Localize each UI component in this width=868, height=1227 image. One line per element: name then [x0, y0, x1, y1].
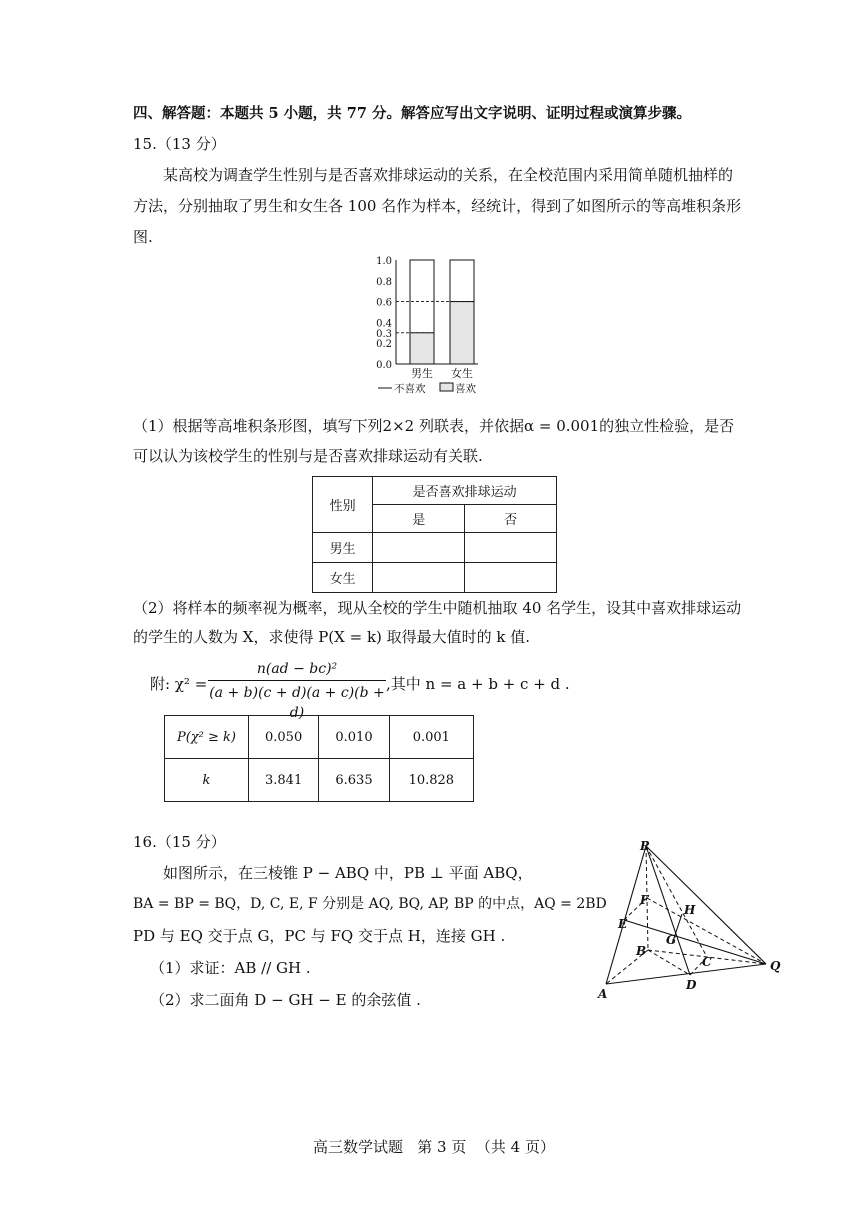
label-e: E — [618, 917, 628, 931]
q15-part2-line1: （2）将样本的频率视为概率，现从全校的学生中随机抽取 40 名学生，设其中喜欢排球运动 — [133, 599, 742, 617]
formula-suffix: ,其中 n = a + b + c + d . — [386, 675, 570, 693]
label-c: C — [702, 955, 712, 969]
formula-prefix: 附: χ² = — [150, 675, 208, 693]
like-header: 是否喜欢排球运动 — [373, 477, 557, 505]
k-value-3: 10.828 — [389, 759, 473, 802]
p-value-1: 0.050 — [248, 716, 318, 759]
label-f: F — [640, 893, 649, 907]
x-tick-label: 男生 — [411, 367, 433, 380]
edge-pc — [646, 846, 707, 957]
label-p: P — [640, 839, 650, 853]
bar-like-1 — [450, 302, 474, 364]
y-tick-label: 1.0 — [376, 256, 392, 267]
q15-intro-line2: 方法，分别抽取了男生和女生各 100 名作为样本，经统计，得到了如图所示的等高堆积条形 — [133, 197, 742, 215]
y-tick-label: 0.2 — [376, 339, 392, 351]
male-yes-cell[interactable] — [373, 533, 465, 563]
q16-line1: 如图所示，在三棱锥 P − ABQ 中，PB ⊥ 平面 ABQ， — [163, 864, 533, 882]
label-g: G — [666, 933, 677, 947]
y-tick-label: 0.8 — [376, 276, 392, 288]
q15-part2-line2: 的学生的人数为 X，求使得 P(X = k) 取得最大值时的 k 值. — [133, 628, 531, 646]
label-b: B — [636, 944, 647, 958]
y-tick-label: 0.0 — [376, 360, 392, 371]
q16-part2: （2）求二面角 D − GH − E 的余弦值 . — [150, 991, 421, 1009]
edge-pq — [646, 846, 766, 964]
x-tick-label: 女生 — [451, 367, 473, 380]
label-q: Q — [770, 959, 781, 973]
stacked-bar-chart — [360, 252, 500, 402]
male-row-label: 男生 — [313, 533, 373, 563]
y-tick-label: 0.6 — [376, 297, 392, 309]
page-footer: 高三数学试题 第 3 页 （共 4 页） — [312, 1138, 555, 1156]
p-row-label: P(χ² ≥ k) — [165, 716, 249, 759]
legend-like-swatch — [440, 383, 453, 391]
label-d: D — [686, 978, 697, 992]
q16-line3: PD 与 EQ 交于点 G，PC 与 FQ 交于点 H，连接 GH . — [133, 927, 506, 945]
pyramid-figure — [592, 832, 792, 1007]
formula-numerator: n(ad − bc)² — [208, 660, 386, 681]
y-tick-label: 0.3 — [376, 328, 392, 340]
y-tick-label: 0.4 — [376, 318, 392, 330]
q15-intro-line3: 图. — [133, 228, 153, 246]
legend-dislike-label: 不喜欢 — [394, 383, 426, 395]
q16-part1: （1）求证：AB // GH . — [150, 959, 311, 977]
k-value-1: 3.841 — [248, 759, 318, 802]
p-value-2: 0.010 — [319, 716, 389, 759]
label-a: A — [598, 987, 608, 1001]
label-h: H — [684, 903, 696, 917]
q15-part1-line1: （1）根据等高堆积条形图，填写下列2×2 列联表，并依据α = 0.001的独立性检验，是否 — [133, 417, 735, 435]
edge-pa — [606, 846, 646, 984]
k-row-label: k — [165, 759, 249, 802]
formula-denominator: (a + b)(c + d)(a + c)(b + d) — [209, 685, 385, 721]
k-value-2: 6.635 — [319, 759, 389, 802]
gender-header: 性别 — [313, 477, 373, 533]
female-yes-cell[interactable] — [373, 563, 465, 593]
yes-header: 是 — [373, 505, 465, 533]
q15-part1-line2: 可以认为该校学生的性别与是否喜欢排球运动有关联. — [133, 447, 483, 465]
bar-like-0 — [410, 333, 434, 364]
critical-value-table — [164, 715, 474, 802]
female-row-label: 女生 — [313, 563, 373, 593]
q15-number: 15.（13 分） — [133, 135, 226, 153]
q16-number: 16.（15 分） — [133, 833, 226, 851]
q16-line2: BA = BP = BQ，D, C, E, F 分别是 AQ, BQ, AP, BP 的中点，AQ = 2BD — [133, 896, 607, 912]
male-no-cell[interactable] — [465, 533, 557, 563]
q15-intro-line1: 某高校为调查学生性别与是否喜欢排球运动的关系，在全校范围内采用简单随机抽样的 — [163, 166, 734, 184]
contingency-table — [312, 476, 557, 593]
legend-like-label: 喜欢 — [455, 383, 476, 395]
no-header: 否 — [465, 505, 557, 533]
p-value-3: 0.001 — [389, 716, 473, 759]
section-heading: 四、解答题：本题共 5 小题，共 77 分。解答应写出文字说明、证明过程或演算步骤。 — [133, 105, 691, 122]
female-no-cell[interactable] — [465, 563, 557, 593]
